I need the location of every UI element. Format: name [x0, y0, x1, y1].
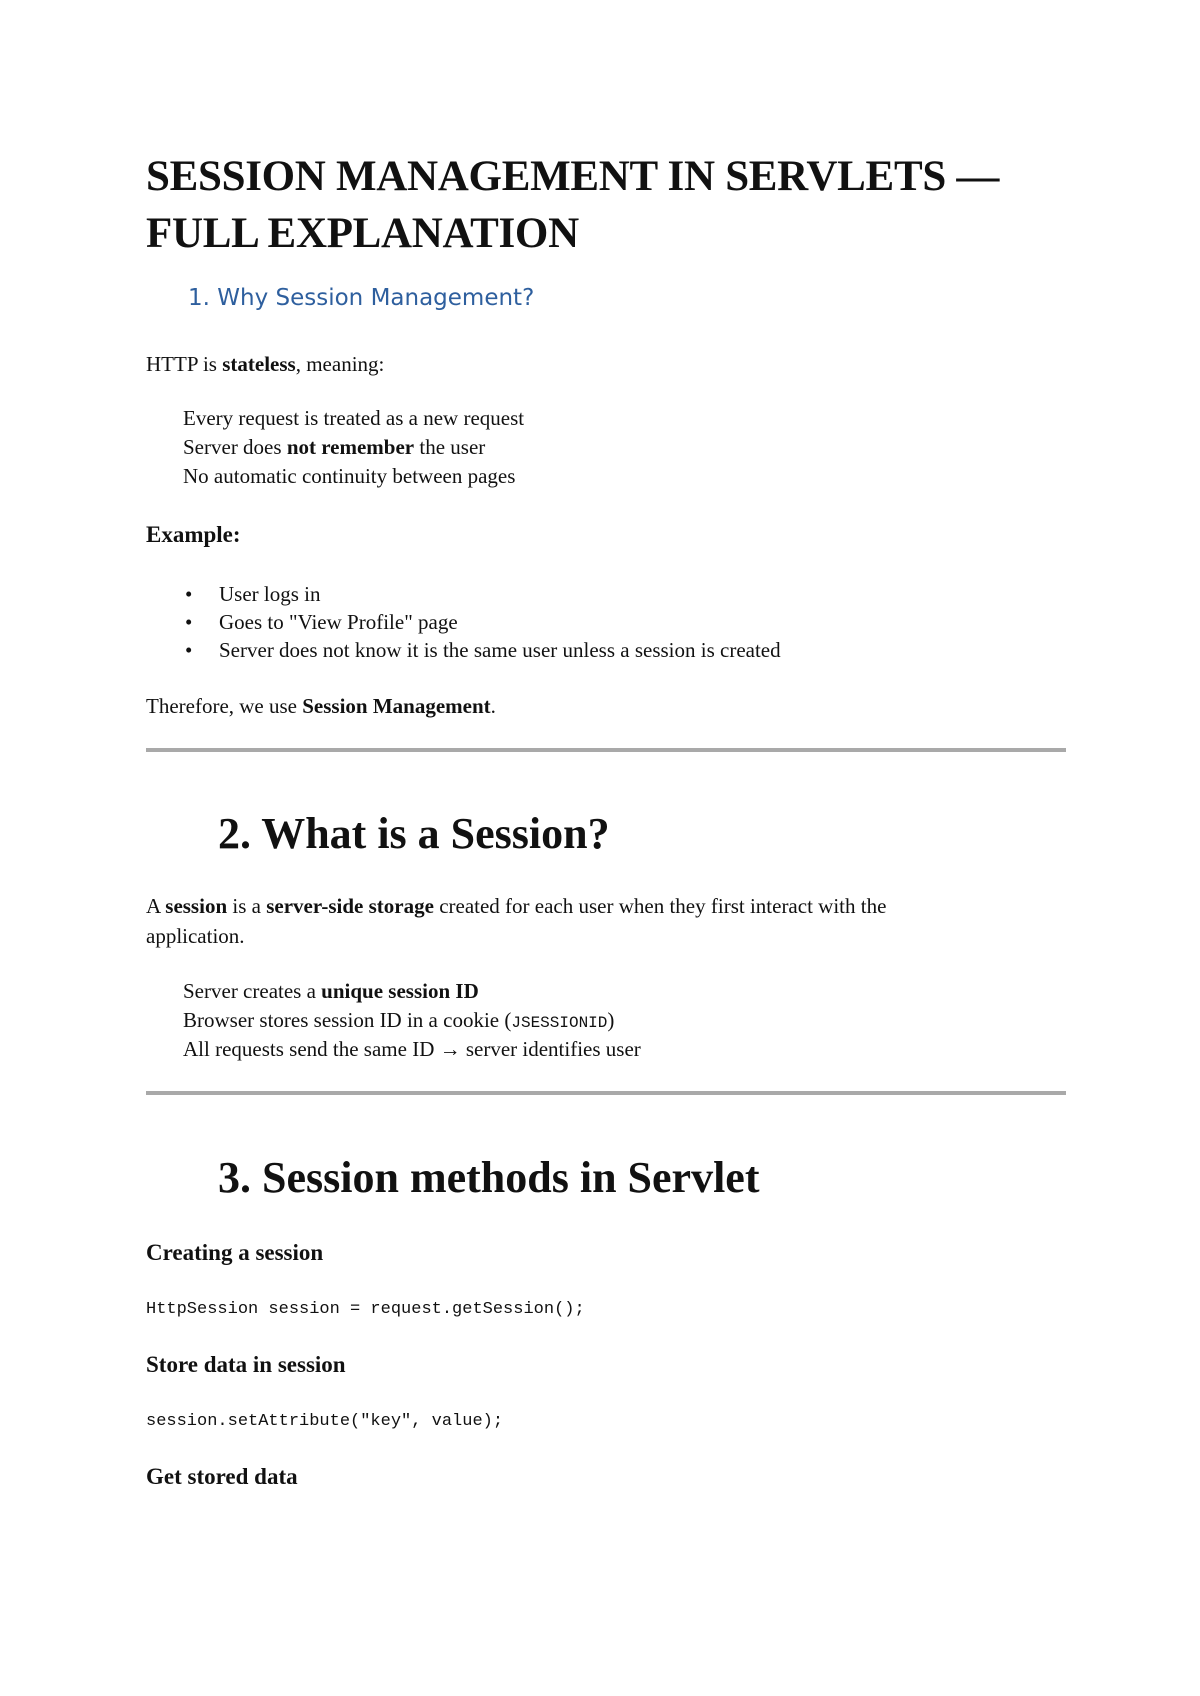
- para-text: application.: [146, 924, 245, 948]
- para-bold: session: [165, 894, 228, 918]
- para-bold: server-side storage: [266, 894, 434, 918]
- para-text: is a: [227, 894, 267, 918]
- stateless-line: [183, 462, 524, 491]
- intro-bold: stateless: [222, 352, 296, 376]
- conclusion-text: Therefore, we use: [146, 694, 303, 718]
- section-1-intro: [146, 349, 384, 379]
- line-bold: unique session ID: [321, 979, 479, 1003]
- section-1-heading: 1. Why Session Management?: [188, 285, 535, 311]
- line-text-end: ): [607, 1008, 615, 1032]
- list-item: [146, 580, 781, 608]
- line-bold: not remember: [286, 435, 415, 459]
- session-line: [183, 1006, 641, 1035]
- code-get-session: HttpSession session = request.getSession();: [146, 1300, 585, 1319]
- example-bullet-list: [146, 580, 781, 664]
- stateless-line: [183, 404, 524, 433]
- session-line: [183, 1035, 641, 1064]
- example-label: Example:: [146, 522, 241, 547]
- subheading-store-data: Store data in session: [146, 1352, 346, 1377]
- line-text: All requests send the same ID → server identifies user: [183, 1037, 641, 1061]
- line-text: Server creates a: [183, 979, 322, 1003]
- line-text: Every request is treated as a new request: [183, 406, 525, 430]
- inline-code: JSESSIONID: [511, 1014, 608, 1032]
- bullet-text: Server does not know it is the same user unless a session is created: [219, 638, 781, 662]
- document-title: SESSION MANAGEMENT IN SERVLETS — FULL EXPLANATION: [146, 153, 1000, 257]
- bullet-dot: •: [185, 638, 193, 662]
- line-text-end: the user: [414, 435, 486, 459]
- section-3-heading: 3. Session methods in Servlet: [218, 1153, 760, 1202]
- line-text: Server does: [183, 435, 287, 459]
- subheading-get-data: Get stored data: [146, 1464, 298, 1489]
- horizontal-rule: [146, 748, 1066, 752]
- section-1-conclusion: [146, 691, 496, 721]
- para-text: created for each user when they first interact with the: [433, 894, 887, 918]
- session-id-list: [183, 977, 641, 1064]
- section-2-paragraph: [146, 891, 1066, 951]
- session-line: [183, 977, 641, 1006]
- conclusion-bold: Session Management: [302, 694, 491, 718]
- bullet-dot: •: [185, 610, 193, 634]
- bullet-text: Goes to "View Profile" page: [219, 610, 458, 634]
- bullet-text: User logs in: [219, 582, 321, 606]
- list-item: [146, 608, 781, 636]
- line-text: Browser stores session ID in a cookie (: [183, 1008, 512, 1032]
- stateless-list: [183, 404, 524, 491]
- intro-text-end: , meaning:: [295, 352, 385, 376]
- para-text: A: [146, 894, 166, 918]
- code-set-attribute: session.setAttribute("key", value);: [146, 1412, 504, 1431]
- subheading-creating-session: Creating a session: [146, 1240, 324, 1265]
- intro-text: HTTP is: [146, 352, 223, 376]
- conclusion-text-end: .: [490, 694, 496, 718]
- bullet-dot: •: [185, 582, 193, 606]
- stateless-line: [183, 433, 524, 462]
- section-2-heading: 2. What is a Session?: [218, 809, 610, 858]
- line-text: No automatic continuity between pages: [183, 464, 516, 488]
- list-item: [146, 636, 781, 664]
- horizontal-rule: [146, 1091, 1066, 1095]
